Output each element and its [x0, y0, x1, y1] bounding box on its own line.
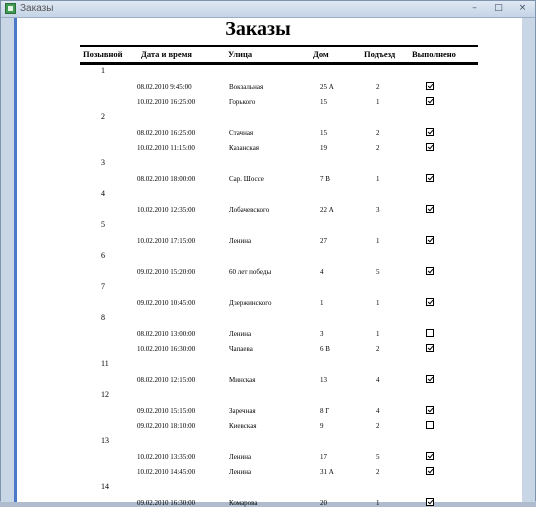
- done-checkbox[interactable]: [426, 329, 434, 337]
- cell-entrance: 2: [376, 83, 380, 91]
- group-callsign: 14: [101, 482, 109, 491]
- done-checkbox[interactable]: [426, 421, 434, 429]
- cell-datetime: 08.02.2010 16:25:00: [137, 129, 196, 137]
- done-checkbox[interactable]: [426, 267, 434, 275]
- cell-entrance: 5: [376, 453, 380, 461]
- done-checkbox[interactable]: [426, 452, 434, 460]
- done-checkbox[interactable]: [426, 236, 434, 244]
- cell-street: Заречная: [229, 407, 256, 415]
- cell-street: 60 лет победы: [229, 268, 272, 276]
- group-callsign: 7: [101, 282, 105, 291]
- column-header-callsign: Позывной: [83, 49, 123, 59]
- cell-house: 3: [320, 330, 324, 338]
- done-checkbox[interactable]: [426, 344, 434, 352]
- right-gutter: [522, 18, 535, 502]
- cell-house: 8 Г: [320, 407, 330, 415]
- column-header-house: Дом: [313, 49, 329, 59]
- done-checkbox[interactable]: [426, 128, 434, 136]
- group-callsign: 2: [101, 112, 105, 121]
- cell-datetime: 09.02.2010 16:30:00: [137, 499, 196, 507]
- cell-house: 4: [320, 268, 324, 276]
- cell-house: 9: [320, 422, 324, 430]
- cell-datetime: 10.02.2010 13:35:00: [137, 453, 196, 461]
- cell-datetime: 09.02.2010 10:45:00: [137, 299, 196, 307]
- cell-street: Минская: [229, 376, 256, 384]
- cell-datetime: 09.02.2010 15:20:00: [137, 268, 196, 276]
- cell-house: 27: [320, 237, 327, 245]
- done-checkbox[interactable]: [426, 174, 434, 182]
- cell-house: 13: [320, 376, 327, 384]
- window-title: Заказы: [20, 3, 54, 14]
- done-checkbox[interactable]: [426, 375, 434, 383]
- cell-house: 20: [320, 499, 327, 507]
- column-header-done: Выполнено: [412, 49, 456, 59]
- done-checkbox[interactable]: [426, 467, 434, 475]
- cell-street: Дзержинского: [229, 299, 272, 307]
- cell-entrance: 2: [376, 468, 380, 476]
- done-checkbox[interactable]: [426, 97, 434, 105]
- cell-street: Стачная: [229, 129, 254, 137]
- cell-datetime: 10.02.2010 11:15:00: [137, 144, 195, 152]
- column-header-datetime: Дата и время: [141, 49, 193, 59]
- cell-entrance: 1: [376, 98, 380, 106]
- cell-datetime: 10.02.2010 17:15:00: [137, 237, 196, 245]
- cell-house: 31 А: [320, 468, 334, 476]
- header-rule-top: [80, 45, 478, 47]
- cell-datetime: 08.02.2010 13:00:00: [137, 330, 196, 338]
- cell-street: Комарова: [229, 499, 258, 507]
- cell-street: Горького: [229, 98, 256, 106]
- cell-street: Вокзальная: [229, 83, 264, 91]
- maximize-button[interactable]: □: [494, 3, 503, 13]
- minimize-button[interactable]: –: [472, 3, 477, 13]
- group-callsign: 8: [101, 313, 105, 322]
- group-callsign: 3: [101, 158, 105, 167]
- cell-street: Киевская: [229, 422, 257, 430]
- cell-entrance: 1: [376, 175, 380, 183]
- cell-datetime: 10.02.2010 16:30:00: [137, 345, 196, 353]
- cell-entrance: 5: [376, 268, 380, 276]
- cell-datetime: 08.02.2010 18:00:00: [137, 175, 196, 183]
- done-checkbox[interactable]: [426, 82, 434, 90]
- cell-datetime: 08.02.2010 12:15:00: [137, 376, 196, 384]
- report-page: [17, 18, 522, 507]
- cell-house: 19: [320, 144, 327, 152]
- cell-entrance: 2: [376, 422, 380, 430]
- cell-entrance: 2: [376, 129, 380, 137]
- cell-datetime: 10.02.2010 16:25:00: [137, 98, 196, 106]
- cell-street: Ленина: [229, 468, 252, 476]
- cell-entrance: 4: [376, 376, 380, 384]
- cell-entrance: 1: [376, 299, 380, 307]
- group-callsign: 11: [101, 359, 109, 368]
- cell-house: 15: [320, 129, 327, 137]
- cell-entrance: 2: [376, 144, 380, 152]
- cell-house: 15: [320, 98, 327, 106]
- cell-street: Чапаева: [229, 345, 253, 353]
- cell-house: 7 В: [320, 175, 330, 183]
- cell-datetime: 10.02.2010 14:45:00: [137, 468, 196, 476]
- group-callsign: 4: [101, 189, 105, 198]
- group-callsign: 13: [101, 436, 109, 445]
- cell-datetime: 08.02.2010 9:45:00: [137, 83, 192, 91]
- column-header-entrance: Подъезд: [364, 49, 396, 59]
- cell-entrance: 3: [376, 206, 380, 214]
- cell-entrance: 2: [376, 345, 380, 353]
- cell-datetime: 09.02.2010 15:15:00: [137, 407, 196, 415]
- cell-house: 1: [320, 299, 324, 307]
- done-checkbox[interactable]: [426, 298, 434, 306]
- cell-street: Казанская: [229, 144, 260, 152]
- group-callsign: 5: [101, 220, 105, 229]
- close-button[interactable]: ×: [518, 3, 527, 13]
- done-checkbox[interactable]: [426, 205, 434, 213]
- done-checkbox[interactable]: [426, 498, 434, 506]
- cell-datetime: 09.02.2010 18:10:00: [137, 422, 196, 430]
- column-header-street: Улица: [228, 49, 253, 59]
- cell-street: Ленина: [229, 237, 252, 245]
- access-report-icon: [5, 3, 16, 14]
- done-checkbox[interactable]: [426, 406, 434, 414]
- done-checkbox[interactable]: [426, 143, 434, 151]
- header-rule-bottom: [80, 62, 478, 65]
- cell-street: Лобачевского: [229, 206, 270, 214]
- left-rail: [1, 18, 17, 502]
- cell-house: 25 А: [320, 83, 334, 91]
- cell-house: 17: [320, 453, 327, 461]
- group-callsign: 1: [101, 66, 105, 75]
- report-title: Заказы: [225, 18, 291, 40]
- cell-entrance: 1: [376, 237, 380, 245]
- cell-street: Ленина: [229, 453, 252, 461]
- title-bar[interactable]: [1, 1, 535, 18]
- cell-house: 22 А: [320, 206, 334, 214]
- cell-street: Сар. Шоссе: [229, 175, 264, 183]
- group-callsign: 6: [101, 251, 105, 260]
- cell-entrance: 4: [376, 407, 380, 415]
- cell-entrance: 1: [376, 499, 380, 507]
- cell-house: 6 В: [320, 345, 330, 353]
- cell-datetime: 10.02.2010 12:35:00: [137, 206, 196, 214]
- group-callsign: 12: [101, 390, 109, 399]
- cell-street: Ленина: [229, 330, 252, 338]
- cell-entrance: 1: [376, 330, 380, 338]
